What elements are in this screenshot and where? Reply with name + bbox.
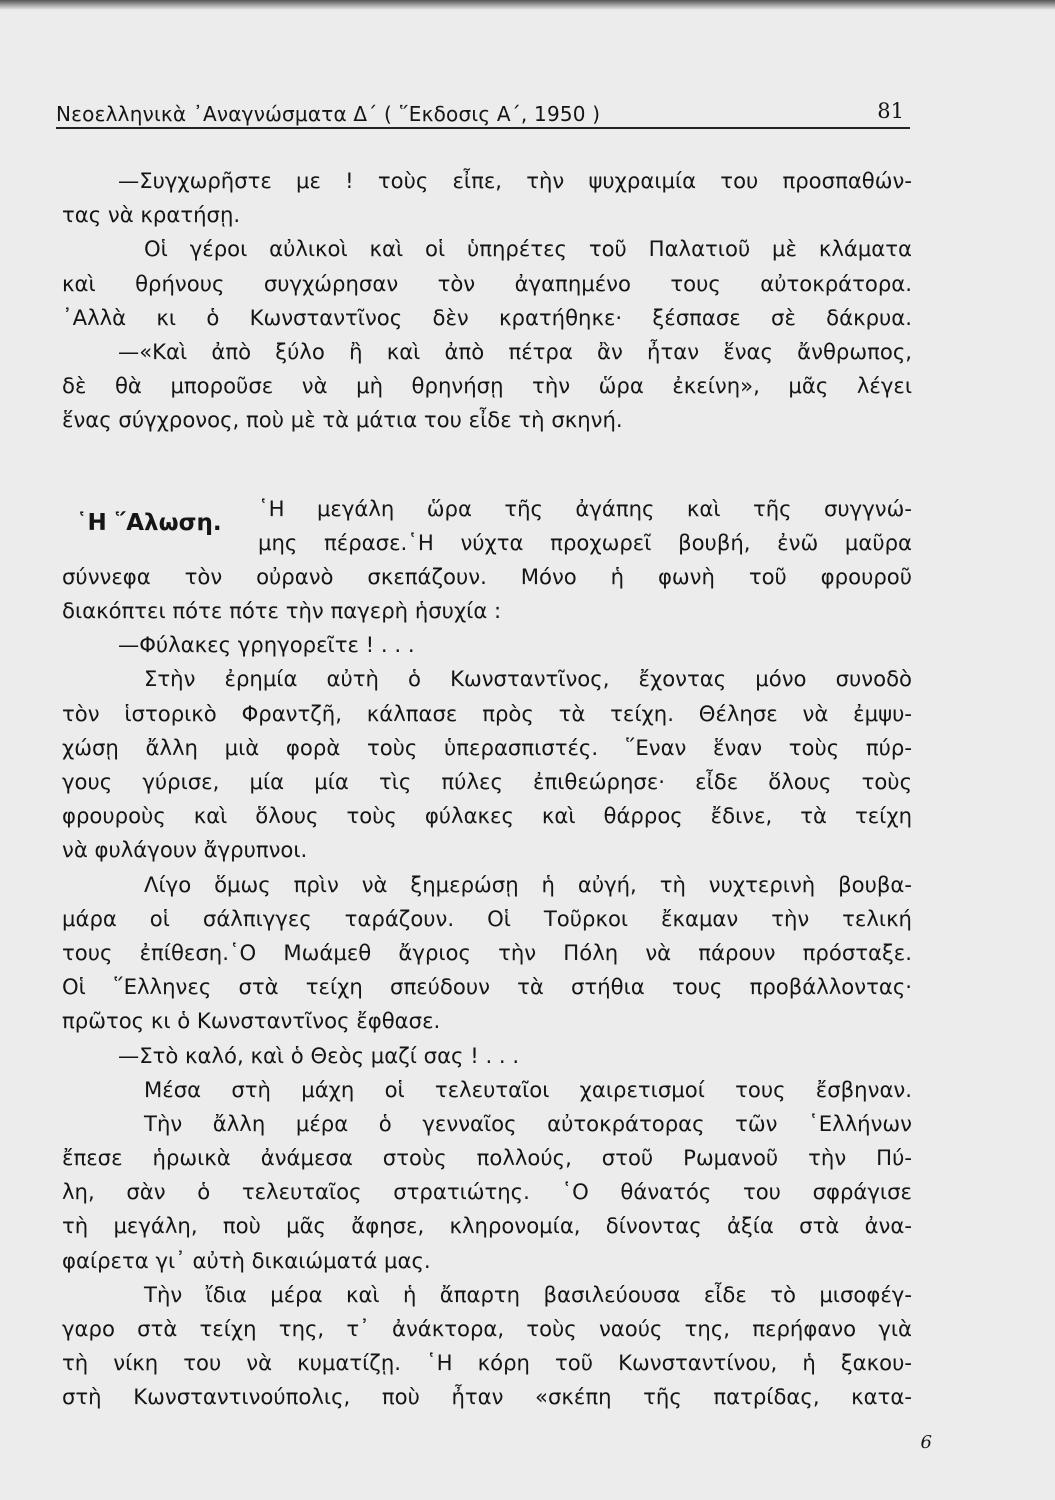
document-body <box>62 164 912 1415</box>
text-line: λη, σὰν ὁ τελευταῖος στρατιώτης. ῾Ο θάνατός του σφράγισε <box>62 1179 912 1205</box>
text-line: Οἱ ῞Ελληνες στὰ τείχη σπεύδουν τὰ στήθια τους προβάλλοντας· <box>62 974 912 1000</box>
header-divider <box>56 127 910 129</box>
page-header <box>48 95 910 129</box>
text-line: δὲ θὰ μποροῦσε νὰ μὴ θρηνήσῃ τὴν ὥρα ἐκείνη», μᾶς λέγει <box>62 373 912 399</box>
text-line: μης πέρασε.῾Η νύχτα προχωρεῖ βουβή, ἐνῶ μαῦρα <box>258 529 912 555</box>
text-line: τας νὰ κρατήσῃ. <box>62 202 241 228</box>
section-block <box>62 492 912 560</box>
text-line: σύννεφα τὸν οὐρανὸ σκεπάζουν. Μόνο ἡ φωνὴ τοῦ φρουροῦ <box>62 563 912 589</box>
section-intro <box>258 492 912 560</box>
text-line: μάρα οἱ σάλπιγγες ταράζουν. Οἱ Τοῦρκοι ἔκαμαν τὴν τελική <box>62 905 912 931</box>
book-title: Νεοελληνικὰ ᾿Αναγνώσματα Δ΄ ( ῞Εκδοσις Α΄, 1950 ) <box>56 102 601 126</box>
text-line: ᾿Αλλὰ κι ὁ Κωνσταντῖνος δὲν κρατήθηκε· ξέσπασε σὲ δάκρυα. <box>62 304 912 330</box>
text-line: γους γύρισε, μία μία τὶς πύλες ἐπιθεώρησε· εἶδε ὅλους τοὺς <box>62 769 912 795</box>
text-line: τὸν ἱστορικὸ Φραντζῆ, κάλπασε πρὸς τὰ τείχη. Θέλησε νὰ ἐμψυ- <box>62 700 912 726</box>
text-line: Στὴν ἐρημία αὐτὴ ὁ Κωνσταντῖνος, ἔχοντας μόνο συνοδὸ <box>144 666 912 692</box>
text-line: στὴ Κωνσταντινούπολις, ποὺ ἦταν «σκέπη τῆς πατρίδας, κατα- <box>62 1384 912 1410</box>
text-line: νὰ φυλάγουν ἄγρυπνοι. <box>62 837 308 863</box>
text-line: τους ἐπίθεση.῾Ο Μωάμεθ ἄγριος τὴν Πόλη νὰ πάρουν πρόσταξε. <box>62 939 912 965</box>
text-line: καὶ θρήνους συγχώρησαν τὸν ἀγαπημένο τους αὐτοκράτορα. <box>62 270 912 296</box>
text-line: ἔπεσε ἡρωικὰ ἀνάμεσα στοὺς πολλούς, στοῦ Ρωμανοῦ τὴν Πύ- <box>62 1145 912 1171</box>
text-line: ῾Η μεγάλη ὥρα τῆς ἀγάπης καὶ τῆς συγγνώ- <box>258 495 912 521</box>
text-line: πρῶτος κι ὁ Κωνσταντῖνος ἔφθασε. <box>62 1008 441 1034</box>
text-line: τὴ μεγάλη, ποὺ μᾶς ἄφησε, κληρονομία, δίνοντας ἀξία στὰ ἀνα- <box>62 1213 912 1239</box>
text-line: Μέσα στὴ μάχη οἱ τελευταῖοι χαιρετισμοί τους ἔσβηναν. <box>144 1076 912 1102</box>
text-line: φαίρετα γι᾿ αὐτὴ δικαιώματά μας. <box>62 1247 431 1273</box>
text-line: ἕνας σύγχρονος, ποὺ μὲ τὰ μάτια του εἶδε τὴ σκηνή. <box>62 407 623 433</box>
text-line: τὴ νίκη του νὰ κυματίζῃ. ῾Η κόρη τοῦ Κωνσταντίνου, ἡ ξακου- <box>62 1350 912 1376</box>
text-line: Λίγο ὅμως πρὶν νὰ ξημερώσῃ ἡ αὐγή, τὴ νυχτερινὴ βουβα- <box>144 871 912 897</box>
text-line: διακόπτει πότε πότε τὴν παγερὴ ἡσυχία : <box>62 598 502 624</box>
text-line: γαρο στὰ τείχη της, τ᾿ ἀνάκτορα, τοὺς ναούς της, περήφανο γιὰ <box>62 1316 912 1342</box>
text-line: —Συγχωρῆστε με ! τοὺς εἶπε, τὴν ψυχραιμία του προσπαθών- <box>118 168 912 193</box>
text-line: Οἱ γέροι αὐλικοὶ καὶ οἱ ὑπηρέτες τοῦ Παλατιοῦ μὲ κλάματα <box>144 236 912 262</box>
text-line: Τὴν ἴδια μέρα καὶ ἡ ἄπαρτη βασιλεύουσα εἶδε τὸ μισοφέγ- <box>144 1281 912 1307</box>
text-line: —Φύλακες γρηγορεῖτε ! . . . <box>118 632 415 658</box>
text-line: χώσῃ ἄλλη μιὰ φορὰ τοὺς ὑπερασπιστές. ῞Εναν ἕναν τοὺς πύρ- <box>62 734 912 760</box>
page-top-edge <box>0 0 1055 10</box>
text-line: Τὴν ἄλλη μέρα ὁ γενναῖος αὐτοκράτορας τῶν ῾Ελλήνων <box>144 1110 912 1136</box>
section-heading: ῾Η ῞Αλωση. <box>76 509 222 536</box>
printer-signature: 6 <box>920 1432 932 1453</box>
text-line: φρουροὺς καὶ ὅλους τοὺς φύλακες καὶ θάρρος ἔδινε, τὰ τείχη <box>62 803 912 829</box>
page-number: 81 <box>877 99 904 123</box>
text-line: —«Καὶ ἀπὸ ξύλο ἢ καὶ ἀπὸ πέτρα ἂν ἦταν ἕνας ἄνθρωπος, <box>118 338 912 364</box>
text-line: —Στὸ καλό, καὶ ὁ Θεὸς μαζί σας ! . . . <box>118 1042 520 1068</box>
paragraph-gap <box>62 438 912 492</box>
